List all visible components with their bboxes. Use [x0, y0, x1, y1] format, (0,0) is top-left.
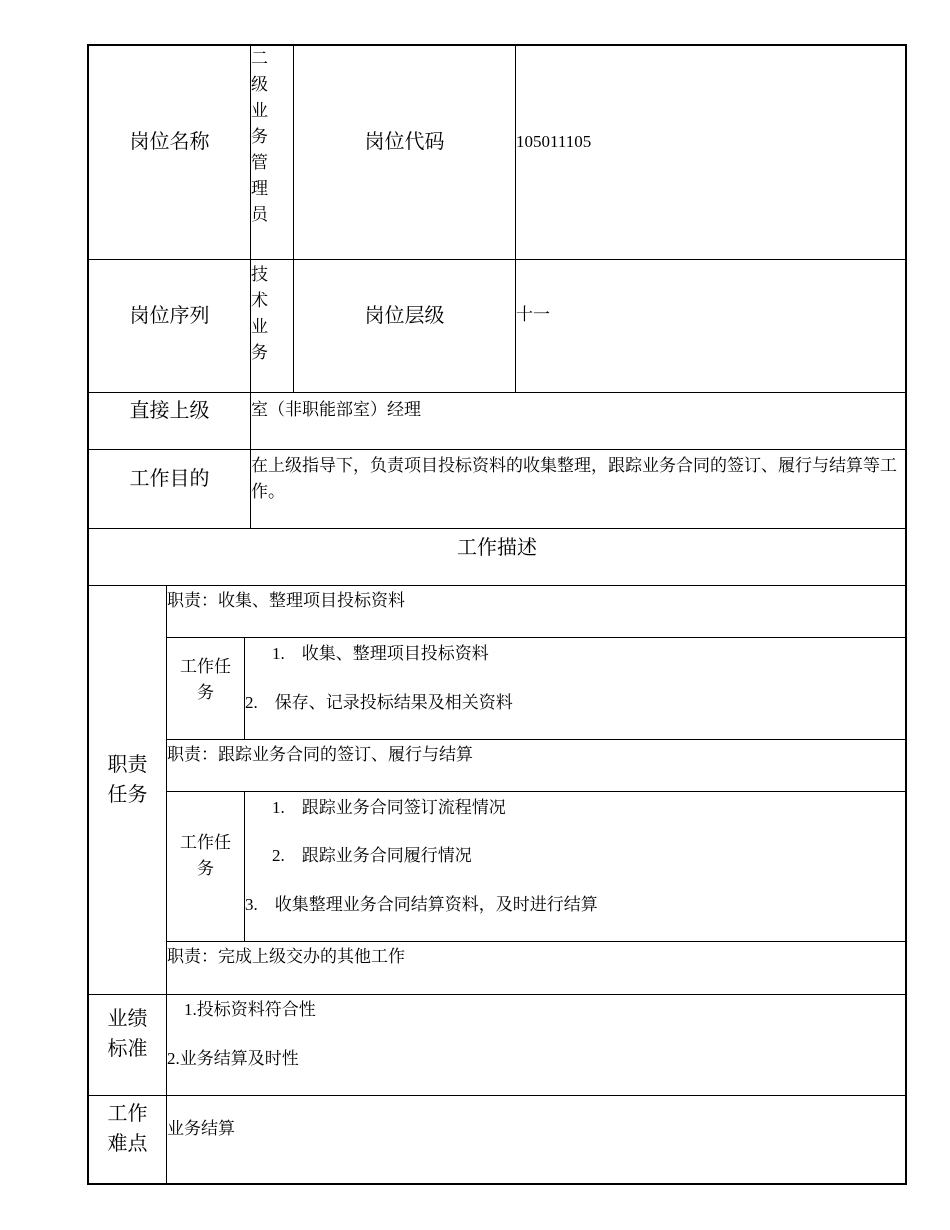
post-level-value: 十一	[516, 305, 550, 324]
post-name-value: 二级业务管理员	[251, 49, 268, 224]
duty-2-task-label: 工作任 务	[180, 833, 231, 878]
performance-item-1: 1.投标资料符合性	[184, 1000, 316, 1019]
duty-3: 职责：完成上级交办的其他工作	[167, 947, 405, 966]
purpose-value: 在上级指导下，负责项目投标资料的收集整理，跟踪业务合同的签订、履行与结算等工作。	[251, 456, 897, 501]
difficulty-value: 业务结算	[167, 1119, 235, 1138]
performance-item-2: 2.业务结算及时性	[167, 1049, 299, 1068]
purpose-label: 工作目的	[129, 468, 210, 490]
duty-1-task-label: 工作任 务	[180, 657, 231, 702]
difficulty-label: 工作 难点	[107, 1103, 148, 1155]
duty-section-label: 职责 任务	[107, 754, 148, 806]
superior-label: 直接上级	[129, 400, 210, 422]
duty-1-task-2: 2. 保存、记录投标结果及相关资料	[245, 693, 513, 712]
post-code-label: 岗位代码	[364, 131, 445, 153]
post-series-value: 技术业务	[251, 265, 268, 362]
duty-2-task-2: 2. 跟踪业务合同履行情况	[272, 846, 472, 865]
duty-1-task-1: 1. 收集、整理项目投标资料	[272, 644, 489, 663]
duty-2: 职责：跟踪业务合同的签订、履行与结算	[167, 745, 473, 764]
duty-1: 职责：收集、整理项目投标资料	[167, 591, 405, 610]
post-level-label: 岗位层级	[364, 305, 445, 327]
post-series-label: 岗位序列	[129, 305, 210, 327]
superior-value: 室（非职能部室）经理	[251, 400, 421, 419]
duty-2-task-3: 3. 收集整理业务合同结算资料，及时进行结算	[245, 895, 598, 914]
post-code-value: 105011105	[516, 132, 592, 151]
performance-label: 业绩 标准	[107, 1008, 148, 1060]
description-title: 工作描述	[457, 537, 537, 559]
duty-2-task-1: 1. 跟踪业务合同签订流程情况	[272, 798, 506, 817]
post-name-label: 岗位名称	[129, 131, 210, 153]
